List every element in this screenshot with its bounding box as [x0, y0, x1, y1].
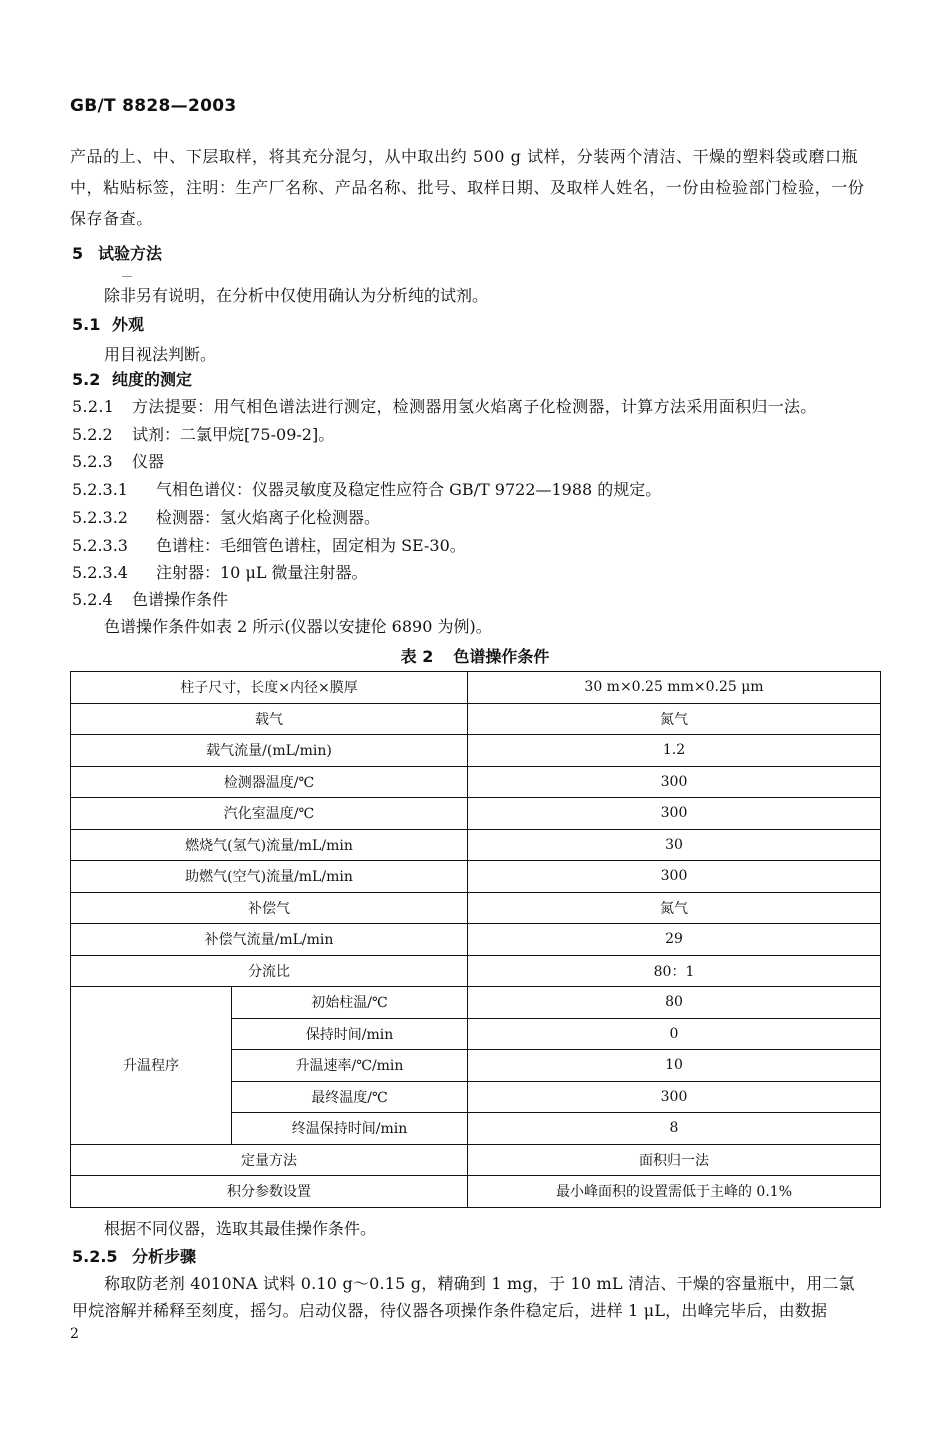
table-label: 燃烧气(氢气)流量/mL/min — [71, 829, 468, 861]
section-5-2-5-number: 5.2.5 — [72, 1247, 118, 1266]
table-row — [71, 924, 881, 956]
table-value: 最小峰面积的设置需低于主峰的 0.1% — [468, 1176, 881, 1208]
intro-line-2: 中，粘贴标签，注明：生产厂名称、产品名称、批号、取样日期、及取样人姓名，一份由检验部门检验，一份 — [70, 178, 865, 197]
table-value: 80：1 — [468, 955, 881, 987]
table-row — [71, 1176, 881, 1208]
table-label: 助燃气(空气)流量/mL/min — [71, 861, 468, 893]
section-5-number: 5 — [72, 244, 84, 263]
section-5-2-3-3-number: 5.2.3.3 — [72, 536, 128, 555]
section-5-title: 试验方法 — [98, 244, 163, 263]
table-row — [71, 861, 881, 893]
table-value: 10 — [468, 1050, 881, 1082]
table-label: 补偿气流量/mL/min — [71, 924, 468, 956]
program-group-label: 升温程序 — [71, 987, 232, 1145]
section-5-2-3-3-text: 色谱柱：毛细管色谱柱，固定相为 SE-30。 — [156, 536, 466, 555]
table-value: 300 — [468, 798, 881, 830]
section-5-2-2 — [72, 425, 334, 445]
section-5-1-heading — [72, 315, 144, 335]
section-5-2-heading — [72, 370, 192, 390]
section-5-2-title: 纯度的测定 — [112, 370, 193, 389]
after-table-text: 根据不同仪器，选取其最佳操作条件。 — [104, 1219, 377, 1238]
intro-line-1: 产品的上、中、下层取样，将其充分混匀，从中取出约 500 g 试样，分装两个清洁、干燥的塑料袋或磨口瓶 — [70, 147, 859, 166]
table-caption-title: 色谱操作条件 — [453, 647, 550, 666]
section-5-2-5-title: 分析步骤 — [132, 1247, 197, 1266]
table-label: 柱子尺寸，长度×内径×膜厚 — [71, 672, 468, 704]
section-5-2-3-3 — [72, 536, 466, 556]
table-label: 定量方法 — [71, 1144, 468, 1176]
table-label: 汽化室温度/℃ — [71, 798, 468, 830]
table-value: 300 — [468, 1081, 881, 1113]
table-value: 氮气 — [468, 892, 881, 924]
page-number: 2 — [70, 1326, 79, 1342]
table-row — [71, 1144, 881, 1176]
table-caption — [0, 644, 950, 667]
section-5-1-text: 用目视法判断。 — [104, 345, 217, 364]
table-label: 分流比 — [71, 955, 468, 987]
section-5-2-5-heading — [72, 1247, 196, 1267]
section-5-2-3-text: 仪器 — [132, 452, 165, 471]
section-5-1-title: 外观 — [112, 315, 145, 334]
section-5-heading — [72, 244, 162, 264]
section-5-2-3-1 — [72, 480, 661, 500]
table-label: 初始柱温/℃ — [232, 987, 468, 1019]
section-5-2-3-4-number: 5.2.3.4 — [72, 563, 128, 582]
section-5-1-number: 5.1 — [72, 315, 101, 334]
table-value: 30 — [468, 829, 881, 861]
table-value: 面积归一法 — [468, 1144, 881, 1176]
table-label: 升温速率/℃/min — [232, 1050, 468, 1082]
section-5-2-2-number: 5.2.2 — [72, 425, 113, 444]
table-row — [71, 829, 881, 861]
table-label: 检测器温度/℃ — [71, 766, 468, 798]
section-5-2-3-4 — [72, 563, 368, 583]
section-5-2-4-number: 5.2.4 — [72, 590, 113, 609]
section-5-2-3-1-text: 气相色谱仪：仪器灵敏度及稳定性应符合 GB/T 9722—1988 的规定。 — [156, 480, 662, 499]
table-row — [71, 798, 881, 830]
standard-code: GB/T 8828—2003 — [70, 96, 237, 116]
table-label: 最终温度/℃ — [232, 1081, 468, 1113]
section-5-2-3 — [72, 452, 164, 472]
table-label: 保持时间/min — [232, 1018, 468, 1050]
section-5-2-1-text: 方法提要：用气相色谱法进行测定，检测器用氢火焰离子化检测器，计算方法采用面积归一法。 — [132, 397, 817, 416]
section-5-2-3-1-number: 5.2.3.1 — [72, 480, 128, 499]
table-value: 氮气 — [468, 703, 881, 735]
section-5-2-3-2 — [72, 508, 380, 528]
table-label: 补偿气 — [71, 892, 468, 924]
table-value: 30 m×0.25 mm×0.25 μm — [468, 672, 881, 704]
table-row — [71, 735, 881, 767]
divider — [122, 276, 132, 277]
table-row — [71, 955, 881, 987]
section-5-2-4-text: 色谱操作条件 — [132, 590, 229, 609]
table-row — [71, 703, 881, 735]
table-label: 载气 — [71, 703, 468, 735]
section-5-2-4 — [72, 590, 228, 610]
section-5-2-1 — [72, 397, 817, 417]
section-5-2-1-number: 5.2.1 — [72, 397, 115, 416]
section-5-2-3-2-number: 5.2.3.2 — [72, 508, 128, 527]
table-value: 300 — [468, 766, 881, 798]
table-row — [71, 672, 881, 704]
section-5-2-2-text: 试剂：二氯甲烷[75-09-2]。 — [132, 425, 335, 444]
table-value: 29 — [468, 924, 881, 956]
conditions-table — [70, 671, 881, 1208]
table-value: 0 — [468, 1018, 881, 1050]
section-5-text: 除非另有说明，在分析中仅使用确认为分析纯的试剂。 — [104, 286, 489, 305]
section-5-2-3-2-text: 检测器：氢火焰离子化检测器。 — [156, 508, 381, 527]
table-label: 积分参数设置 — [71, 1176, 468, 1208]
table-row — [71, 987, 881, 1019]
section-5-2-4-desc: 色谱操作条件如表 2 所示(仪器以安捷伦 6890 为例)。 — [104, 617, 492, 636]
intro-line-3: 保存备查。 — [70, 209, 153, 228]
section-5-2-3-number: 5.2.3 — [72, 452, 113, 471]
section-5-2-number: 5.2 — [72, 370, 101, 389]
table-label: 终温保持时间/min — [232, 1113, 468, 1145]
table-row — [71, 766, 881, 798]
section-5-2-5-line-1: 称取防老剂 4010NA 试料 0.10 g～0.15 g，精确到 1 mg，于 10 mL 清洁、干燥的容量瓶中，用二氯 — [104, 1274, 855, 1293]
section-5-2-5-line-2: 甲烷溶解并稀释至刻度，摇匀。启动仪器，待仪器各项操作条件稳定后，进样 1 μL，出峰完毕后，由数据 — [72, 1301, 828, 1320]
table-value: 80 — [468, 987, 881, 1019]
table-value: 8 — [468, 1113, 881, 1145]
table-value: 1.2 — [468, 735, 881, 767]
table-label: 载气流量/(mL/min) — [71, 735, 468, 767]
table-row — [71, 892, 881, 924]
table-value: 300 — [468, 861, 881, 893]
table-caption-number: 表 2 — [400, 647, 434, 666]
section-5-2-3-4-text: 注射器：10 μL 微量注射器。 — [156, 563, 368, 582]
